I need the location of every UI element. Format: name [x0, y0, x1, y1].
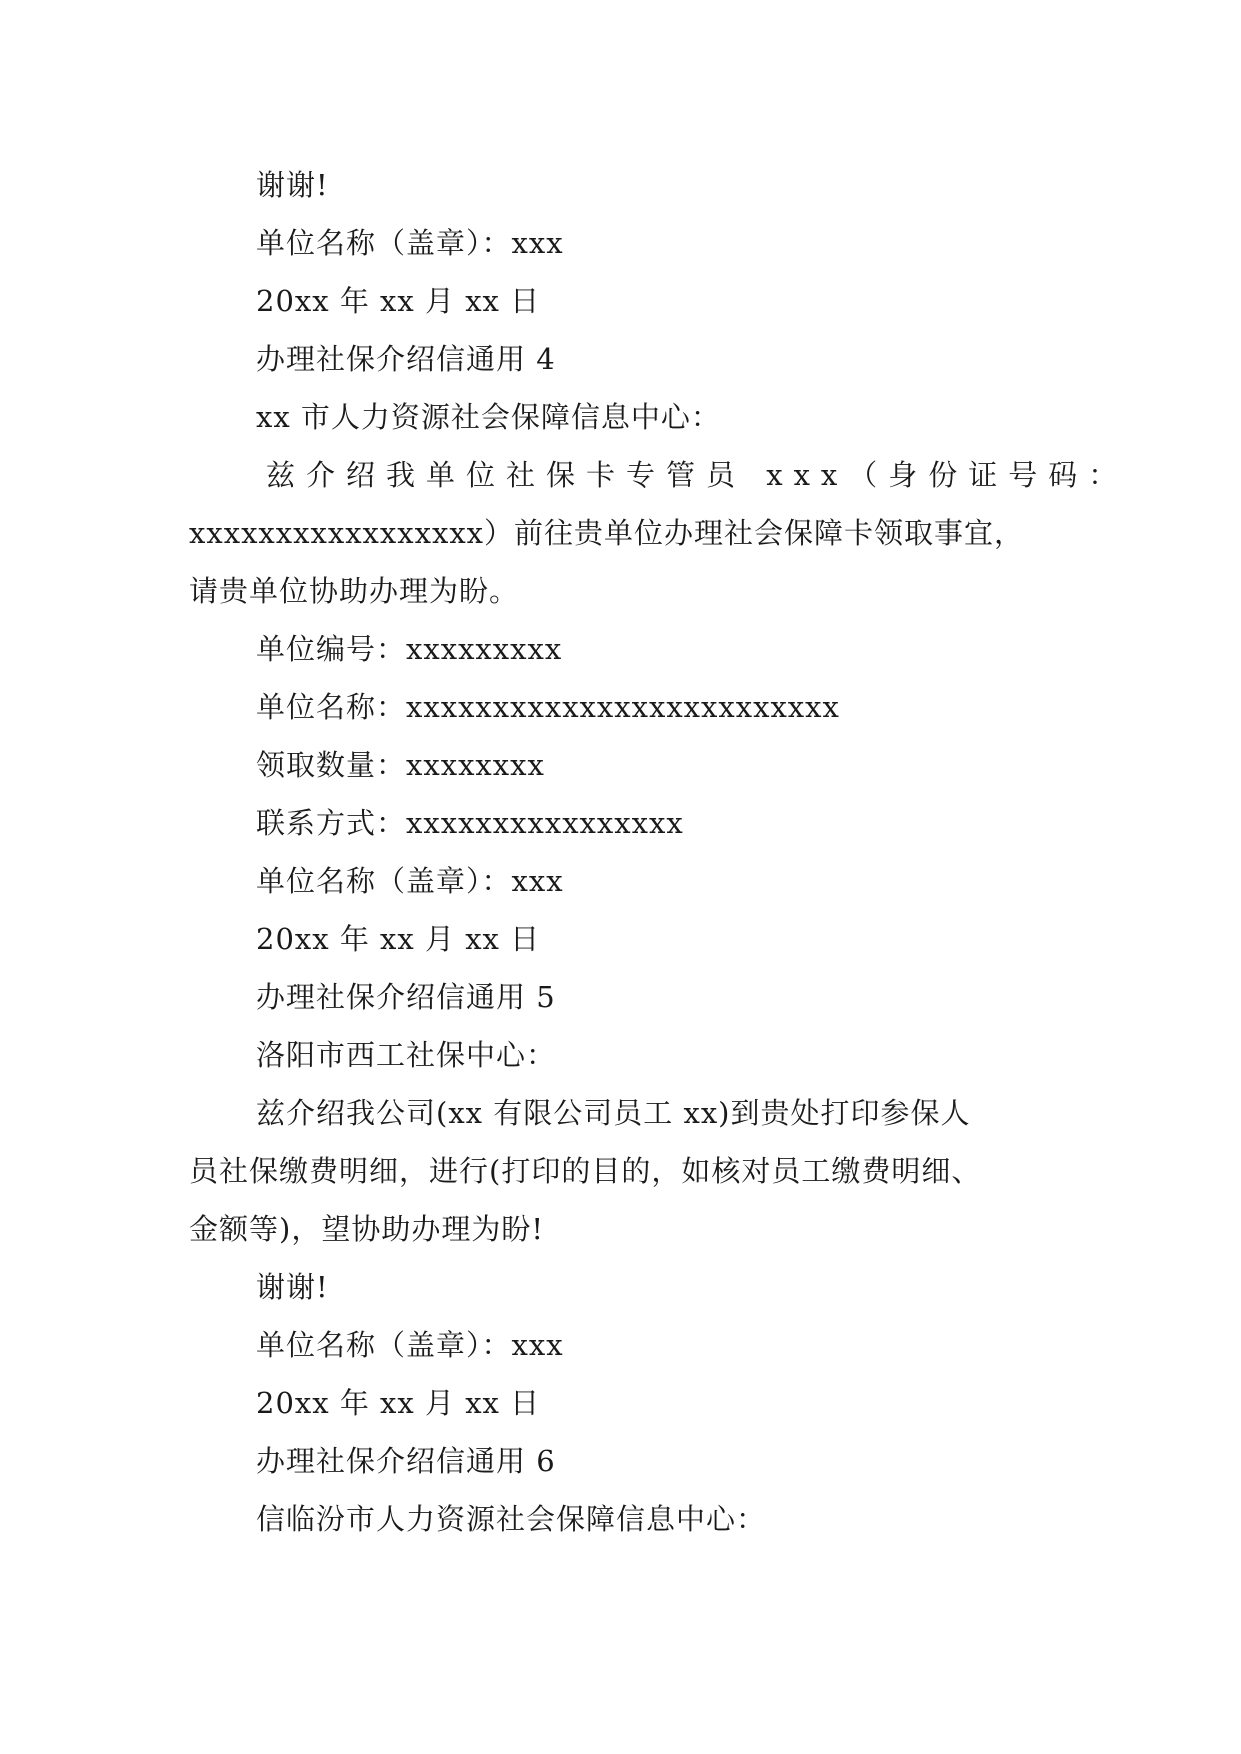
signature-unit-name: 单位名称（盖章）：xxx	[256, 864, 564, 898]
contact-field: 联系方式：xxxxxxxxxxxxxxxx	[256, 806, 684, 840]
signature-unit-name: 单位名称（盖章）：xxx	[256, 226, 564, 260]
signature-date: 20xx 年 xx 月 xx 日	[256, 1386, 541, 1420]
body-paragraph-line: 金额等)，望协助办理为盼!	[189, 1212, 544, 1246]
body-paragraph-line: xxxxxxxxxxxxxxxxx）前往贵单位办理社会保障卡领取事宜，	[189, 516, 1025, 550]
body-paragraph-line: 兹介绍我单位社保卡专管员 xxx（身份证号码：	[266, 458, 1129, 492]
signature-unit-name: 单位名称（盖章）：xxx	[256, 1328, 564, 1362]
unit-name-field: 单位名称：xxxxxxxxxxxxxxxxxxxxxxxxx	[256, 690, 840, 724]
body-paragraph-line: 员社保缴费明细，进行(打印的目的，如核对员工缴费明细、	[189, 1154, 982, 1188]
addressee-6: 信临汾市人力资源社会保障信息中心：	[256, 1502, 767, 1536]
section-title-5: 办理社保介绍信通用 5	[256, 980, 556, 1014]
section-title-6: 办理社保介绍信通用 6	[256, 1444, 556, 1478]
closing-thanks: 谢谢!	[256, 1270, 329, 1304]
body-paragraph-line: 请贵单位协助办理为盼。	[189, 574, 520, 608]
signature-date: 20xx 年 xx 月 xx 日	[256, 284, 541, 318]
closing-thanks: 谢谢!	[256, 168, 329, 202]
quantity-field: 领取数量：xxxxxxxx	[256, 748, 545, 782]
addressee-5: 洛阳市西工社保中心：	[256, 1038, 557, 1072]
section-title-4: 办理社保介绍信通用 4	[256, 342, 556, 376]
signature-date: 20xx 年 xx 月 xx 日	[256, 922, 541, 956]
unit-number-field: 单位编号：xxxxxxxxx	[256, 632, 563, 666]
addressee-4: xx 市人力资源社会保障信息中心：	[256, 400, 721, 434]
body-paragraph-line: 兹介绍我公司(xx 有限公司员工 xx)到贵处打印参保人	[256, 1096, 971, 1130]
